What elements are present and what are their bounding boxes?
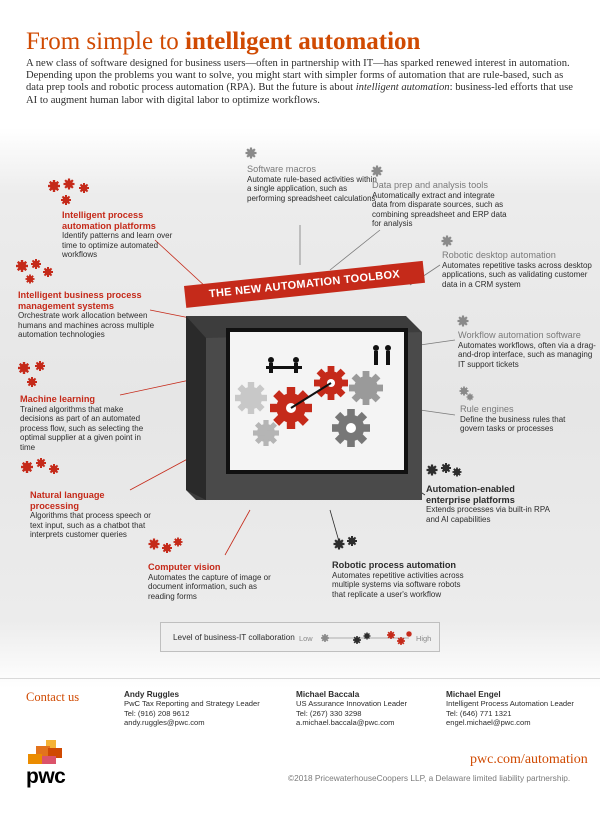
item-title: Intelligent business process management systems bbox=[18, 290, 142, 311]
robotic-desktop-gear-icon bbox=[440, 234, 454, 248]
item-desc: Automates repetitive activities across multiple systems via software robots that replicate a user's workflow bbox=[332, 570, 464, 599]
contact-card bbox=[446, 690, 574, 727]
contact-tel: Tel: (916) 208 9612 bbox=[124, 708, 190, 718]
legend-low: Low bbox=[299, 634, 313, 643]
item-ibpms bbox=[18, 290, 168, 340]
item-ipap bbox=[62, 210, 182, 260]
intro-paragraph: A new class of software designed for business users—often in partnership with IT—has sparked renewed interest in automation. Depending upon the problems you want to solve, you might start with simpler forms of automation that are rule-based, such as data prep tools and robotic process automation (RPA). But the future is about intelligent automation: business-led efforts that use AI to augment human labor with digital labor to optimize workflows. bbox=[26, 58, 573, 106]
contact-heading: Contact us bbox=[26, 690, 80, 704]
contact-card bbox=[296, 690, 407, 727]
item-title: Data prep and analysis tools bbox=[372, 180, 488, 190]
item-machine-learning bbox=[20, 394, 156, 453]
enterprise-platforms-gear-icon bbox=[424, 458, 464, 482]
item-enterprise-platforms bbox=[426, 484, 554, 524]
item-title: Computer vision bbox=[148, 562, 221, 572]
item-title: Machine learning bbox=[20, 394, 96, 404]
contact-card bbox=[124, 690, 260, 727]
toolbox-illustration bbox=[176, 268, 426, 518]
rule-engines-gear-icon bbox=[458, 385, 476, 403]
workflow-gear-icon bbox=[456, 314, 470, 328]
item-software-macros bbox=[247, 164, 377, 203]
item-title: Intelligent process automation platforms bbox=[62, 210, 156, 231]
item-title: Robotic process automation bbox=[332, 560, 457, 570]
legend-scale bbox=[317, 627, 415, 649]
contact-email[interactable]: andy.ruggles@pwc.com bbox=[124, 717, 205, 727]
item-desc: Trained algorithms that make decisions as part of an automated process flow, such as selecting the optimal supplier at a given point in time bbox=[20, 404, 144, 452]
collaboration-legend bbox=[160, 622, 440, 652]
item-desc: Extends processes via built-in RPA and AI capabilities bbox=[426, 505, 550, 524]
contact-name: Michael Baccala bbox=[296, 690, 360, 699]
item-title: Rule engines bbox=[460, 404, 514, 414]
item-title: Workflow automation software bbox=[458, 330, 581, 340]
rpa-gear-icon bbox=[330, 532, 360, 554]
item-workflow bbox=[458, 330, 596, 369]
footer-url[interactable]: pwc.com/automation bbox=[470, 752, 588, 767]
divider bbox=[0, 678, 600, 679]
contact-role: PwC Tax Reporting and Strategy Leader bbox=[124, 699, 260, 709]
item-desc: Define the business rules that govern tasks or processes bbox=[460, 414, 566, 434]
item-desc: Automate rule-based activities within a single application, such as performing spreadsheet calculations bbox=[247, 174, 377, 203]
contact-email[interactable]: engel.michael@pwc.com bbox=[446, 717, 531, 727]
item-desc: Automates repetitive tasks across desktop applications, such as validating customer data in a CRM system bbox=[442, 260, 592, 289]
item-desc: Orchestrate work allocation between humans and machines across multiple automation technologies bbox=[18, 311, 155, 340]
item-title: Natural language processing bbox=[30, 490, 105, 511]
contact-name: Andy Ruggles bbox=[124, 690, 180, 699]
item-desc: Identify patterns and learn over time to optimize automated workflows bbox=[62, 231, 173, 260]
contact-tel: Tel: (646) 771 1321 bbox=[446, 708, 512, 718]
copyright: ©2018 PricewaterhouseCoopers LLP, a Delaware limited liability partnership. bbox=[288, 773, 571, 783]
contact-name: Michael Engel bbox=[446, 690, 501, 699]
item-title: Software macros bbox=[247, 164, 316, 174]
contact-role: Intelligent Process Automation Leader bbox=[446, 699, 574, 709]
item-robotic-desktop bbox=[442, 250, 592, 289]
item-rpa bbox=[332, 560, 468, 599]
machine-learning-gear-icon bbox=[14, 356, 54, 392]
toolbox-banner: THE NEW AUTOMATION TOOLBOX bbox=[184, 261, 425, 308]
software-macros-gear-icon bbox=[244, 146, 258, 160]
contact-role: US Assurance Innovation Leader bbox=[296, 699, 408, 709]
pwc-logo-mark bbox=[28, 740, 68, 766]
ibpms-gear-icon bbox=[12, 254, 58, 286]
item-title: Robotic desktop automation bbox=[442, 250, 556, 260]
page-title: From simple to intelligent automation bbox=[26, 28, 421, 55]
legend-label: Level of business-IT collaboration bbox=[173, 633, 295, 642]
item-desc: Algorithms that process speech or text input, such as a chatbot that interprets customer queries bbox=[30, 511, 151, 540]
pwc-logo: pwc bbox=[26, 765, 66, 788]
item-desc: Automates the capture of image or document information, such as reading forms bbox=[148, 572, 271, 601]
item-computer-vision bbox=[148, 562, 272, 601]
contact-tel: Tel: (267) 330 3298 bbox=[296, 708, 362, 718]
contact-email[interactable]: a.michael.baccala@pwc.com bbox=[296, 717, 395, 727]
ipap-gear-icon bbox=[44, 174, 100, 210]
item-nlp bbox=[30, 490, 154, 540]
legend-high: High bbox=[416, 634, 432, 643]
item-rule-engines bbox=[460, 404, 592, 434]
item-title: Automation-enabled enterprise platforms bbox=[426, 484, 515, 505]
nlp-gear-icon bbox=[18, 454, 68, 484]
item-desc: Automates workflows, often via a drag-and-drop interface, such as managing IT support tickets bbox=[458, 340, 596, 369]
item-data-prep bbox=[372, 180, 512, 229]
item-desc: Automatically extract and integrate data from disparate sources, such as combining spreadsheet and ERP data for analysis bbox=[372, 190, 507, 229]
